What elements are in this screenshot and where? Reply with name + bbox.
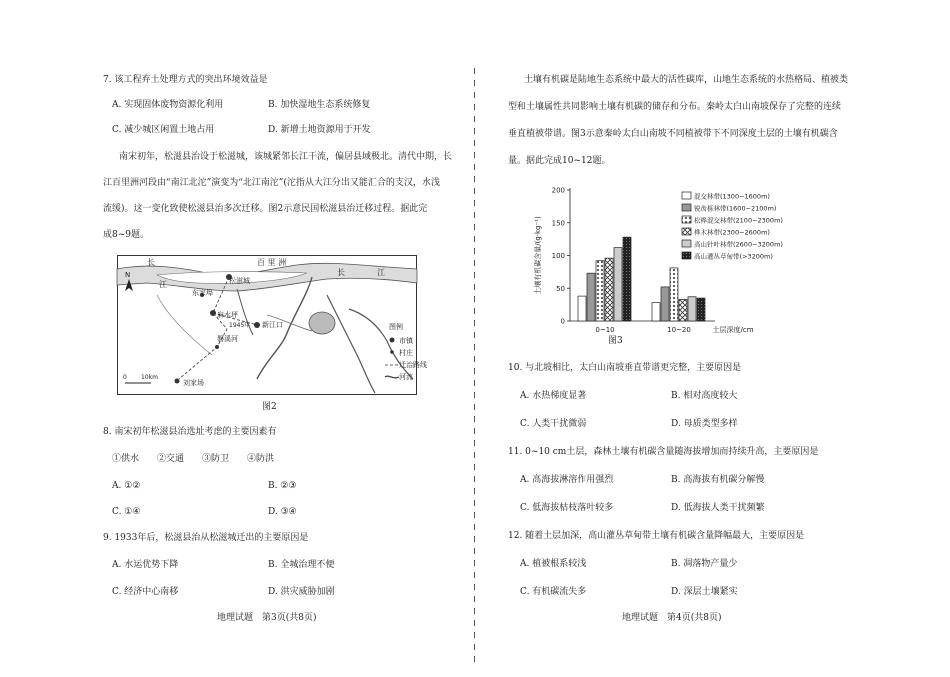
chart-caption: 图3 — [608, 336, 623, 346]
q7-option-a: A. 实现固体废物资源化利用 — [112, 100, 224, 110]
bar — [605, 258, 613, 321]
passage-line: 型和土壤属性共同影响土壤有机碳的储存和分布。秦岭太白山南坡保存了完整的连续 — [508, 102, 842, 112]
q10-option-b: B. 相对高度较大 — [671, 391, 738, 401]
svg-text:东家埠: 东家埠 — [192, 289, 213, 297]
svg-text:河流: 河流 — [399, 373, 413, 381]
bar — [614, 248, 622, 321]
soil-carbon-chart — [520, 180, 790, 340]
bar — [587, 273, 595, 321]
north-label: N — [125, 271, 131, 279]
bar — [596, 261, 604, 321]
legend-swatch — [682, 240, 691, 247]
legend-swatch — [682, 228, 691, 235]
y-tick-label: 200 — [551, 186, 565, 195]
svg-text:1945年: 1945年 — [229, 322, 251, 329]
legend-label: 锐齿栎林带(1600~2100m) — [694, 204, 777, 213]
q9-option-d: D. 洪灾威胁加剧 — [268, 587, 335, 597]
q10-option-a: A. 水热梯度显著 — [520, 391, 587, 401]
bar — [652, 303, 660, 321]
legend-label: 高山灌丛草甸带(>3200m) — [694, 252, 773, 261]
svg-text:江: 江 — [159, 280, 167, 289]
q9-option-b: B. 全城治理不便 — [268, 560, 335, 570]
q8-option-d: D. ③④ — [268, 507, 297, 517]
bar — [679, 299, 687, 321]
q11-option-a: A. 高海拔淋溶作用强烈 — [520, 475, 614, 485]
q9-option-a: A. 水运优势下降 — [112, 560, 179, 570]
q11-option-d: D. 低海拔人类干扰频繁 — [671, 503, 765, 513]
svg-text:长: 长 — [147, 258, 155, 267]
q12-stem: 12. 随着土层加深，高山灌丛草甸带土壤有机碳含量降幅最大，主要原因是 — [508, 531, 805, 541]
y-tick-label: 0 — [560, 317, 565, 326]
bar — [688, 297, 696, 321]
q10-option-c: C. 人类干扰微弱 — [520, 419, 587, 429]
q10-option-d: D. 母质类型多样 — [671, 419, 738, 429]
svg-text:百 里 洲: 百 里 洲 — [257, 258, 287, 267]
q11-option-c: C. 低海拔枯枝落叶较多 — [520, 503, 614, 513]
svg-text:磐溪河: 磐溪河 — [217, 335, 238, 343]
passage-line: 成8~9题。 — [103, 230, 149, 240]
passage-line: 土壤有机碳是陆地生态系统中最大的活性碳库，山地生态系统的水热格局、植被类 — [524, 75, 849, 85]
bar — [623, 237, 631, 321]
legend-label: 桦木林带(2300~2600m) — [694, 228, 770, 237]
x-tick-label: 0~10 — [595, 326, 615, 334]
svg-text:麻水坪: 麻水坪 — [217, 311, 238, 319]
legend-label: 高山针叶林带(2600~3200m) — [694, 240, 783, 249]
svg-text:新江口: 新江口 — [262, 321, 283, 329]
legend-swatch — [682, 216, 691, 223]
passage-line: 南宋初年，松滋县治设于松滋城，该城紧邻长江干流，偏居县域极北。清代中期，长 — [119, 152, 453, 162]
y-tick-label: 100 — [551, 252, 565, 260]
legend-swatch — [682, 192, 691, 199]
page-footer: 地理试题 第3页(共8页) — [217, 613, 317, 623]
q7-option-c: C. 减少城区闲置土地占用 — [112, 125, 215, 135]
svg-text:图例: 图例 — [389, 323, 403, 331]
q12-option-a: A. 植被根系较浅 — [520, 559, 587, 569]
legend-swatch — [682, 252, 691, 259]
q8-option-c: C. ①④ — [112, 507, 141, 517]
bar — [661, 287, 669, 321]
passage-line: 量。据此完成10~12题。 — [508, 156, 611, 166]
q12-option-c: C. 有机碳流失多 — [520, 587, 587, 597]
svg-text:刘家场: 刘家场 — [183, 379, 204, 387]
x-tick-label: 10~20 — [667, 326, 691, 334]
q8-stem: 8. 南宋初年松滋县治选址考虑的主要因素有 — [103, 427, 277, 437]
lake — [309, 312, 335, 334]
q8-option-b: B. ②③ — [268, 481, 297, 491]
page-footer: 地理试题 第4页(共8页) — [622, 613, 722, 623]
q8-option-a: A. ①② — [112, 481, 141, 491]
legend-label: 松桦混交林带(2100~2300m) — [694, 216, 783, 225]
q7-option-b: B. 加快湿地生态系统修复 — [268, 100, 371, 110]
svg-text:市镇: 市镇 — [399, 337, 413, 345]
q10-stem: 10. 与北坡相比，太白山南坡垂直带谱更完整，主要原因是 — [508, 363, 742, 373]
q8-options: ①供水 ②交通 ③防卫 ④防洪 — [112, 454, 275, 464]
q9-option-c: C. 经济中心南移 — [112, 587, 179, 597]
bar — [670, 268, 678, 321]
passage-line: 垂直植被带谱。图3示意秦岭太白山南坡不同植被带下不同深度土层的土壤有机碳含 — [508, 129, 838, 139]
passage-line: 流缓)。这一变化致使松滋县治多次迁移。图2示意民国松滋县治迁移过程。据此完 — [103, 204, 428, 214]
q7-option-d: D. 新增土地资源用于开发 — [268, 125, 371, 135]
y-tick-label: 150 — [551, 219, 565, 228]
page-divider — [474, 68, 475, 658]
y-axis-label: 土壤有机碳含量/(g·kg⁻¹) — [534, 216, 542, 295]
map-caption: 图2 — [262, 402, 277, 412]
passage-line: 江百里洲河段由“南江北沱”演变为“北江南沱”(沱指从大江分出又能汇合的支汉，水浅 — [103, 178, 440, 188]
x-axis-label: 土层深度/cm — [712, 326, 754, 334]
q7-stem: 7. 该工程弃土处理方式的突出环境效益是 — [103, 75, 268, 85]
migration-map — [117, 255, 427, 395]
svg-text:村庄: 村庄 — [399, 349, 413, 357]
q11-stem: 11. 0~10 cm土层，森林土壤有机碳含量随海拔增加而持续升高，主要原因是 — [508, 447, 819, 457]
bar — [578, 296, 586, 321]
svg-text:迁治路线: 迁治路线 — [399, 361, 427, 369]
q9-stem: 9. 1933年后，松滋县治从松滋城迁出的主要原因是 — [103, 533, 309, 543]
svg-text:长: 长 — [337, 268, 345, 277]
q12-option-b: B. 凋落物产量少 — [671, 559, 738, 569]
q12-option-d: D. 深层土壤紧实 — [671, 587, 738, 597]
y-tick-label: 50 — [556, 284, 565, 293]
legend-swatch — [682, 204, 691, 211]
svg-text:0: 0 — [123, 374, 127, 381]
svg-text:10km: 10km — [141, 374, 158, 381]
bar — [697, 298, 705, 321]
legend-label: 混交林带(1300~1600m) — [694, 192, 770, 201]
q11-option-b: B. 高海拔有机碳分解慢 — [671, 475, 765, 485]
svg-text:江: 江 — [377, 268, 385, 277]
svg-text:松滋城: 松滋城 — [229, 277, 250, 285]
